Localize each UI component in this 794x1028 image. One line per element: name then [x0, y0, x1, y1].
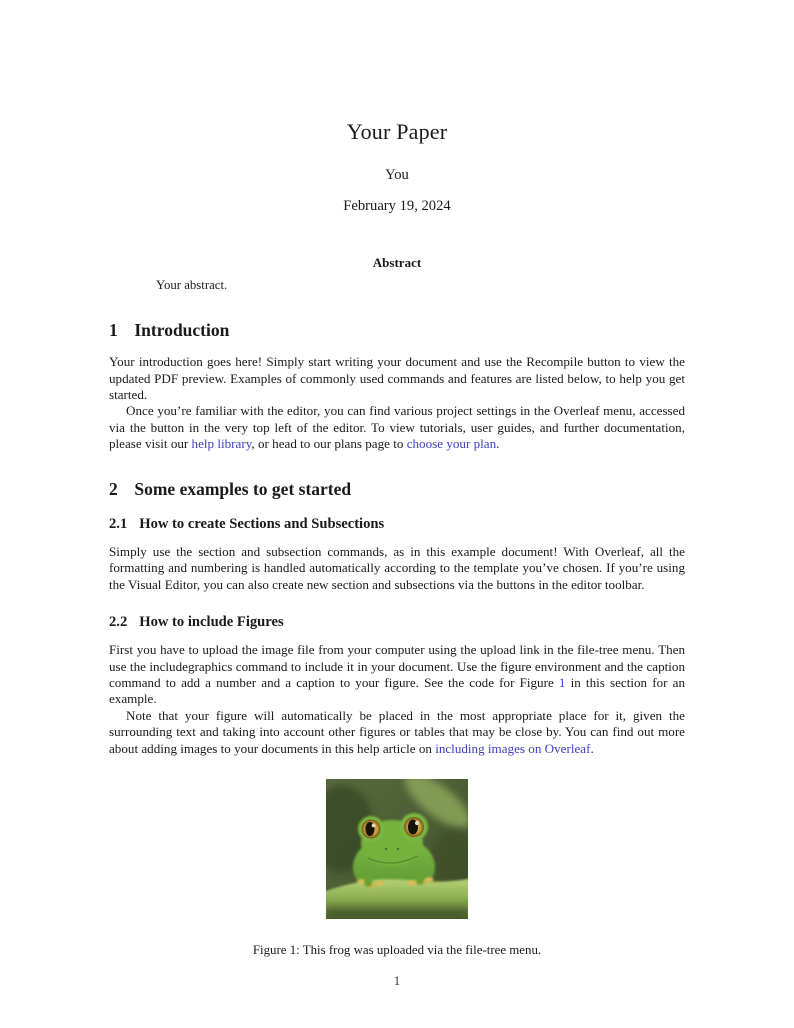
including-images-on-overleaf-link[interactable]: including images on Overleaf: [435, 740, 591, 756]
section-1-heading: [109, 321, 685, 340]
intro-paragraph-2-text: .: [496, 436, 500, 452]
choose-your-plan-link[interactable]: choose your plan: [406, 436, 497, 452]
paper-author: You: [385, 167, 409, 183]
page-number: 1: [393, 974, 401, 988]
subsection-2-2-number: 2.2: [109, 614, 128, 631]
page-body: [109, 255, 685, 958]
figures-paragraph-2-text: .: [590, 740, 594, 756]
subsection-2-1-paragraph: Simply use the section and subsection commands, as in this example document! With Overleaf, all the formatting and numbering is handled automatically according to the template you’ve chosen. If you’re using the Visual Editor, you can also create new section and subsections via the buttons in the editor toolbar.: [109, 543, 685, 592]
intro-paragraph-2-text: Once you’re familiar with the editor, you can find various project settings in the Overleaf menu, accessed via the button in the very top left of the editor. To view tutorials, user guides, and further documentation, please visit our: [109, 403, 685, 452]
intro-paragraph-2: [109, 403, 685, 452]
figure-1-reference-link[interactable]: 1: [558, 675, 566, 691]
figures-paragraph-2-text: Note that your figure will automatically be placed in the most appropriate place for it, given the surrounding text and taking into account other figures or tables that may be close by. You can find out more about adding images to your documents in this help article on: [109, 707, 685, 756]
frog-photo: [326, 779, 468, 919]
figures-paragraph-1-text: in this section for an example.: [109, 675, 685, 707]
section-2-heading: [109, 480, 685, 499]
subsection-2-1-number: 2.1: [109, 515, 128, 532]
figures-paragraph-2: [109, 708, 685, 757]
intro-paragraph-1: Your introduction goes here! Simply start writing your document and use the Recompile button to view the updated PDF preview. Examples of commonly used commands and features are listed below, to help you get started.: [109, 354, 685, 403]
figures-paragraph-1: [109, 642, 685, 708]
intro-paragraph-2-text: , or head to our plans page to: [251, 436, 407, 452]
section-1-number: 1: [109, 320, 118, 340]
figures-paragraph-1-text: First you have to upload the image file from your computer using the upload link in the file-tree menu. Then use the includegraphics command to include it in your document. Use the figure environment and the caption command to add a number and a caption to your figure. See the code for Figure: [109, 642, 685, 691]
figure-1: [109, 779, 685, 924]
abstract-text: Your abstract.: [156, 278, 228, 292]
section-1-title: Introduction: [134, 320, 230, 340]
subsection-2-2-title: How to include Figures: [139, 614, 284, 631]
abstract-heading: Abstract: [372, 255, 422, 270]
paper-date: February 19, 2024: [343, 198, 451, 214]
subsection-2-2-heading: [109, 614, 685, 630]
figure-1-caption: Figure 1: This frog was uploaded via the file-tree menu.: [252, 943, 542, 958]
subsection-2-1-heading: [109, 516, 685, 532]
help-library-link[interactable]: help library: [191, 436, 252, 452]
subsection-2-1-title: How to create Sections and Subsections: [139, 515, 385, 532]
section-2-title: Some examples to get started: [134, 478, 352, 499]
paper-title: Your Paper: [346, 119, 448, 144]
section-2-number: 2: [109, 478, 118, 499]
